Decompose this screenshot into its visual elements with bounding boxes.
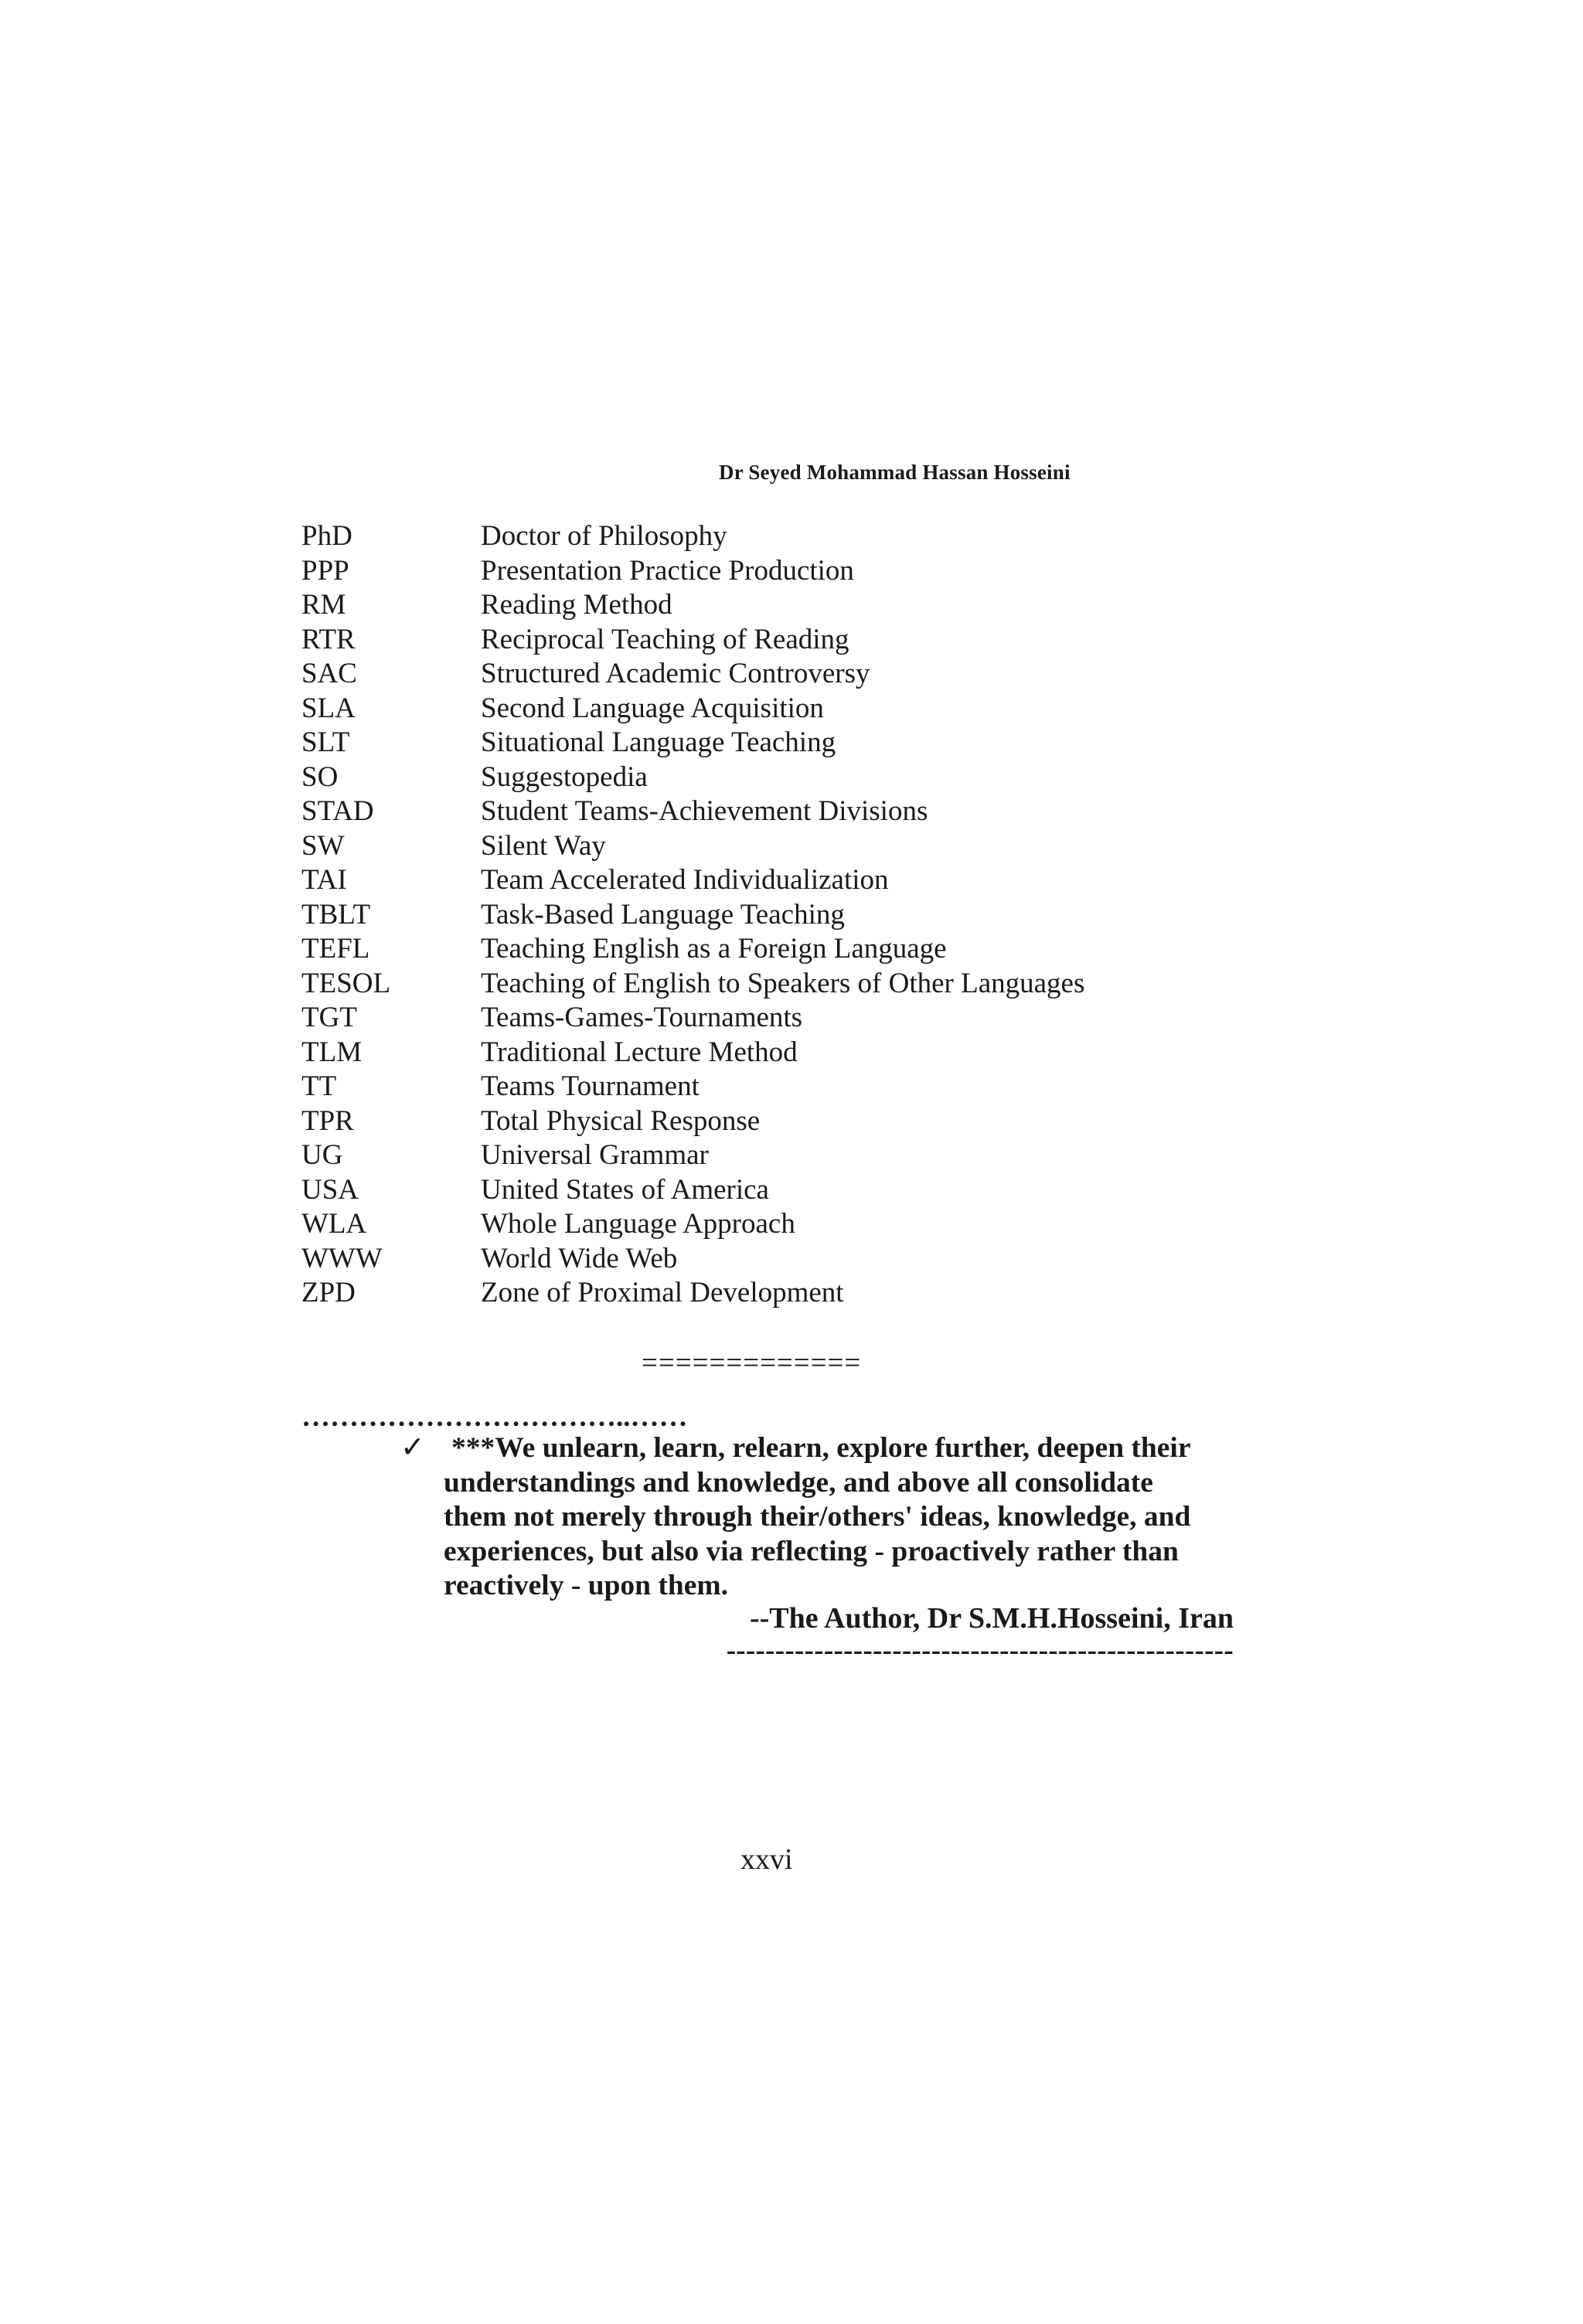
abbreviation-code: TBLT <box>301 898 371 931</box>
abbreviation-code: SLA <box>301 692 356 724</box>
abbreviation-code: STAD <box>301 795 374 827</box>
abbreviation-row <box>301 1070 1306 1104</box>
quote-line: ***We unlearn, learn, relearn, explore further, deepen their <box>451 1432 1191 1464</box>
abbreviation-code: TLM <box>301 1036 363 1068</box>
abbreviation-list <box>301 519 1306 1311</box>
abbreviation-definition: Teaching English as a Foreign Language <box>481 933 947 965</box>
abbreviation-code: WWW <box>301 1242 383 1274</box>
quote-line: experiences, but also via reflecting - proactively rather than <box>444 1535 1179 1567</box>
quote-line: reactively - upon them. <box>444 1570 729 1601</box>
abbreviation-definition: Teams Tournament <box>481 1070 700 1102</box>
abbreviation-definition: Traditional Lecture Method <box>481 1036 798 1068</box>
abbreviation-code: UG <box>301 1139 343 1171</box>
page-number: xxvi <box>740 1843 793 1876</box>
abbreviation-row <box>301 795 1306 829</box>
abbreviation-row <box>301 519 1306 554</box>
dotted-divider: ……………………………..…… <box>301 1401 688 1433</box>
abbreviation-code: SW <box>301 829 345 862</box>
abbreviation-definition: Situational Language Teaching <box>481 726 836 758</box>
abbreviation-code: TT <box>301 1070 337 1102</box>
abbreviation-definition: Reciprocal Teaching of Reading <box>481 623 849 655</box>
abbreviation-row <box>301 1036 1306 1070</box>
quote-attribution: --The Author, Dr S.M.H.Hosseini, Iran <box>749 1602 1234 1635</box>
abbreviation-row <box>301 1173 1306 1208</box>
abbreviation-code: PPP <box>301 554 349 587</box>
abbreviation-row <box>301 898 1306 933</box>
abbreviation-row <box>301 1207 1306 1242</box>
abbreviation-code: TAI <box>301 864 347 896</box>
abbreviation-definition: Team Accelerated Individualization <box>481 864 889 896</box>
abbreviation-row <box>301 554 1306 589</box>
abbreviation-definition: Task-Based Language Teaching <box>481 898 845 931</box>
abbreviation-definition: Student Teams-Achievement Divisions <box>481 795 928 827</box>
abbreviation-row <box>301 1242 1306 1277</box>
quote-line: understandings and knowledge, and above all consolidate <box>444 1466 1153 1499</box>
abbreviation-row <box>301 863 1306 898</box>
abbreviation-definition: Total Physical Response <box>481 1104 761 1137</box>
dashed-divider: ---------------------------------------------------- <box>726 1635 1234 1666</box>
quote-line: them not merely through their/others' ideas, knowledge, and <box>444 1501 1191 1533</box>
abbreviation-row <box>301 967 1306 1002</box>
abbreviation-row <box>301 1104 1306 1139</box>
abbreviation-definition: Whole Language Approach <box>481 1208 795 1240</box>
abbreviation-definition: Reading Method <box>481 589 672 621</box>
author-quote <box>444 1431 1248 1604</box>
abbreviation-definition: United States of America <box>481 1173 769 1206</box>
running-header-author: Dr Seyed Mohammad Hassan Hosseini <box>719 461 1071 484</box>
abbreviation-row <box>301 1276 1306 1311</box>
abbreviation-code: TPR <box>301 1104 354 1137</box>
abbreviation-row <box>301 726 1306 760</box>
abbreviation-definition: Teaching of English to Speakers of Other Languages <box>481 967 1085 999</box>
abbreviation-row <box>301 623 1306 658</box>
abbreviation-definition: Teams-Games-Tournaments <box>481 1002 803 1033</box>
abbreviation-code: SO <box>301 760 339 793</box>
abbreviation-definition: Structured Academic Controversy <box>481 658 870 689</box>
abbreviation-code: WLA <box>301 1208 367 1240</box>
abbreviation-row <box>301 760 1306 795</box>
abbreviation-row <box>301 692 1306 726</box>
abbreviation-code: SLT <box>301 726 350 758</box>
abbreviation-definition: Zone of Proximal Development <box>481 1277 844 1308</box>
abbreviation-definition: Presentation Practice Production <box>481 554 854 587</box>
abbreviation-code: TESOL <box>301 967 391 999</box>
abbreviation-code: USA <box>301 1173 359 1206</box>
abbreviation-definition: World Wide Web <box>481 1242 678 1274</box>
abbreviation-row <box>301 1138 1306 1173</box>
abbreviation-row <box>301 657 1306 692</box>
checkmark-icon: ✓ <box>400 1430 425 1464</box>
abbreviation-definition: Silent Way <box>481 829 606 862</box>
section-separator: ============= <box>642 1347 862 1379</box>
abbreviation-code: SAC <box>301 658 357 689</box>
abbreviation-definition: Doctor of Philosophy <box>481 520 727 552</box>
abbreviation-code: PhD <box>301 520 352 552</box>
abbreviation-definition: Suggestopedia <box>481 760 648 793</box>
abbreviation-code: TGT <box>301 1002 357 1033</box>
abbreviation-row <box>301 829 1306 864</box>
abbreviation-code: RM <box>301 589 346 621</box>
abbreviation-definition: Second Language Acquisition <box>481 692 824 724</box>
abbreviation-code: RTR <box>301 623 356 655</box>
abbreviation-code: TEFL <box>301 933 370 965</box>
abbreviation-row <box>301 1001 1306 1036</box>
abbreviation-code: ZPD <box>301 1277 356 1308</box>
abbreviation-row <box>301 588 1306 623</box>
abbreviation-row <box>301 932 1306 967</box>
abbreviation-definition: Universal Grammar <box>481 1139 709 1171</box>
